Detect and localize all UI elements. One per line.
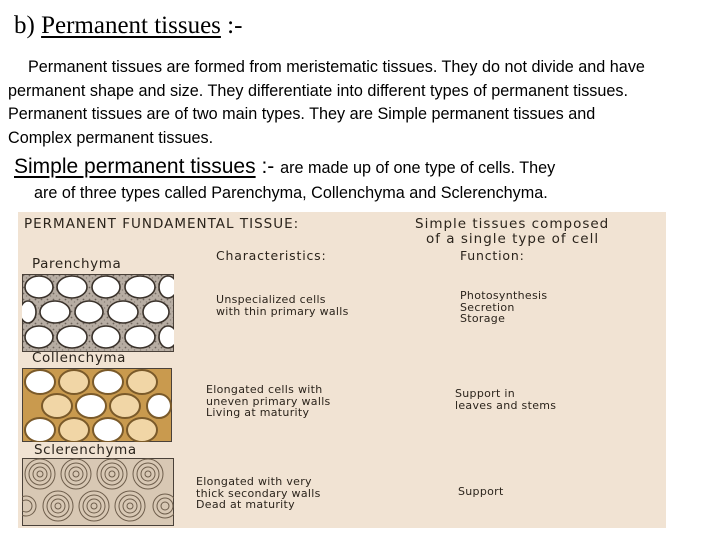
section-heading (14, 12, 242, 40)
tissue-name-collenchyma: Collenchyma (32, 350, 127, 366)
simple-tissues-paragraph (14, 154, 664, 206)
function-header: Function: (460, 248, 525, 263)
permanent-tissue-figure (18, 212, 666, 528)
simple-tissues-term: Simple permanent tissues (14, 155, 256, 178)
characteristics-header: Characteristics: (216, 248, 327, 263)
simple-tissues-separator: :- (255, 155, 281, 178)
intro-paragraph: Permanent tissues are formed from meristematic tissues. They do not divide and have permanent shape and size. They differentiate into different types of permanent tissues. Permanent tissues are of two main types. They are Simple permanent tissues and Complex permanent tissues. (8, 58, 645, 147)
parenchyma-illustration (22, 274, 174, 352)
tissue-name-parenchyma: Parenchyma (32, 256, 122, 272)
heading-prefix: b) (14, 12, 42, 39)
parenchyma-characteristics: Unspecialized cells with thin primary walls (216, 293, 349, 318)
simple-tissues-line1: are made up of one type of cells. They (280, 159, 556, 177)
collenchyma-function: Support in leaves and stems (455, 387, 557, 412)
heading-suffix: :- (220, 12, 243, 39)
heading-term: Permanent tissues (41, 12, 221, 39)
sclerenchyma-illustration (22, 458, 174, 526)
collenchyma-illustration (22, 368, 172, 442)
tissue-name-sclerenchyma: Sclerenchyma (34, 442, 137, 458)
sclerenchyma-characteristics: Elongated with very thick secondary walls Dead at maturity (196, 475, 321, 511)
simple-tissues-line2: are of three types called Parenchyma, Collenchyma and Sclerenchyma. (34, 184, 548, 202)
sclerenchyma-function: Support (458, 485, 504, 498)
figure-title: PERMANENT FUNDAMENTAL TISSUE: (24, 216, 300, 232)
collenchyma-characteristics: Elongated cells with uneven primary walls Living at maturity (206, 383, 331, 419)
parenchyma-function: Photosynthesis Secretion Storage (460, 289, 548, 325)
figure-subtitle-line2: of a single type of cell (426, 231, 600, 247)
figure-subtitle-line1: Simple tissues composed (415, 216, 610, 232)
